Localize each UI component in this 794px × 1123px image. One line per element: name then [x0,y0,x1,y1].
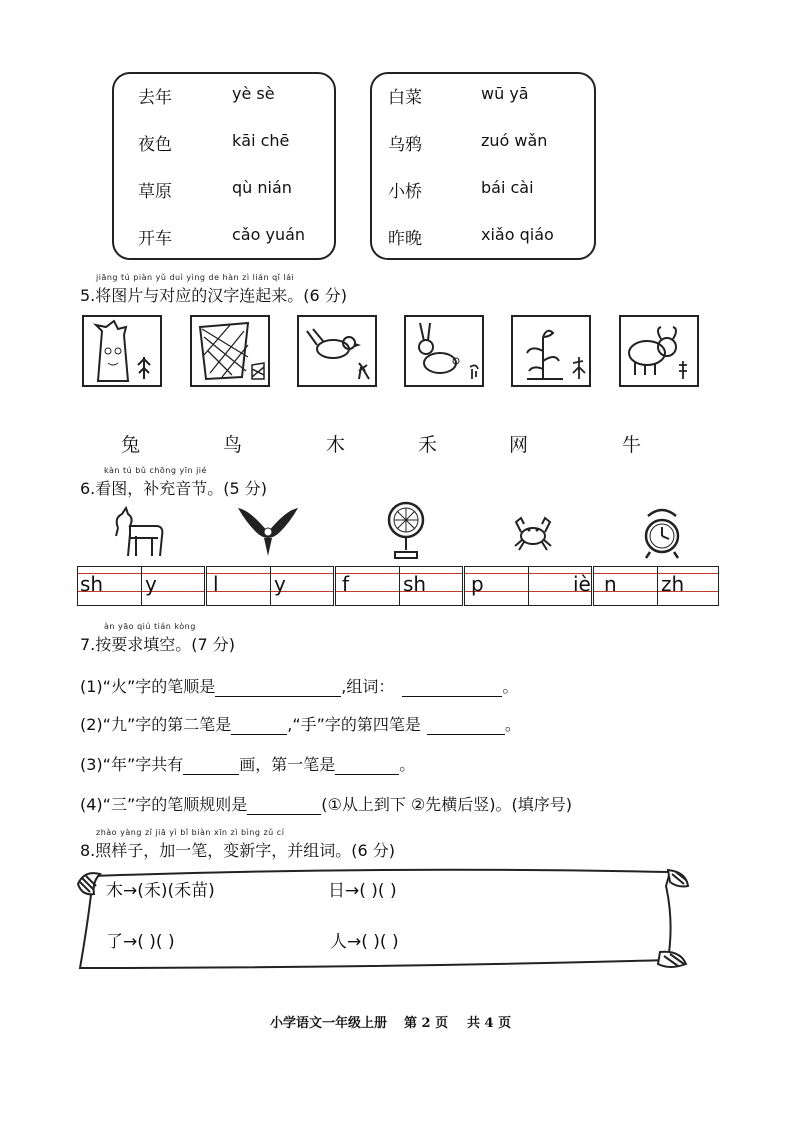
q7-item-1-text-c: 。 [502,677,519,696]
footer-book: 小学语文一年级上册 [270,1016,388,1031]
q7-item-3 [80,752,415,775]
q8-item-le[interactable]: 了→( )( ) [106,932,175,952]
char-1[interactable]: 兔 [121,434,141,456]
left-word-1: 去年 [138,88,172,108]
net-icon [192,317,268,385]
q6-title: 6.看图，补充音节。(5 分) [80,479,268,498]
right-pinyin-2: zuó wǎn [481,131,548,150]
crab-icon [512,512,554,552]
grid-1-left: sh [80,572,104,596]
q8-title: 8.照样子，加一笔，变新字，并组词。(6 分) [80,841,396,860]
picture-net[interactable] [190,315,270,387]
q7-pinyin: àn yāo qiú tián kòng [104,622,196,631]
right-word-1: 白菜 [388,88,422,108]
footer-page: 第 2 页 [404,1016,449,1031]
grain-icon [513,317,589,385]
left-pinyin-4: cǎo yuán [232,225,306,244]
tree-icon [84,317,160,385]
left-pinyin-3: qù nián [232,178,292,197]
right-pinyin-1: wū yā [481,84,529,103]
answer-blank-2b[interactable] [427,716,505,735]
right-word-3: 小桥 [388,182,422,202]
q7-item-4-text-b: (①从上到下 ②先横后竖)。(填序号) [321,795,572,814]
q5-pinyin: jiāng tú piàn yǔ duì yìng de hàn zì lián qǐ lái [96,273,295,282]
char-5[interactable]: 网 [509,434,529,456]
char-2[interactable]: 鸟 [223,434,243,456]
picture-tree[interactable] [82,315,162,387]
q6-pinyin: kàn tú bǔ chōng yīn jié [104,466,207,475]
q7-item-3-text-a: (3)“年”字共有 [80,755,184,774]
grid-4-left: p [471,572,484,596]
q7-item-2-text-a: (2)“九”字的第二笔是 [80,715,232,734]
picture-ox[interactable] [619,315,699,387]
q8-pinyin: zhào yàng zǐ jiā yì bǐ biàn xīn zì bìng zǔ cí [96,828,285,837]
grid-1-right: y [145,572,157,596]
q5-title: 5.将图片与对应的汉字连起来。(6 分) [80,286,348,305]
q7-item-2-text-c: 。 [504,715,521,734]
syllable-grid-1[interactable] [77,566,205,606]
picture-bird[interactable] [297,315,377,387]
answer-blank-2a[interactable] [231,716,287,735]
char-4[interactable]: 禾 [418,434,438,456]
grid-2-left: l [213,572,219,596]
answer-blank-3b[interactable] [335,756,399,775]
q7-item-4 [80,792,572,815]
eagle-icon [236,502,300,558]
char-6[interactable]: 牛 [622,434,642,456]
q7-item-1-text-a: (1)“火”字的笔顺是 [80,677,216,696]
right-pinyin-4: xiǎo qiáo [481,225,554,244]
bird-icon [299,317,375,385]
q7-item-4-text-a: (4)“三”字的笔顺规则是 [80,795,248,814]
syllable-grid-3[interactable] [335,566,463,606]
q7-item-1 [80,674,518,697]
left-word-3: 草原 [138,182,172,202]
q7-title: 7.按要求填空。(7 分) [80,635,236,654]
footer-total: 共 4 页 [467,1016,512,1031]
left-word-2: 夜色 [138,135,172,155]
q7-item-1-text-b: ,组词： [341,677,395,696]
grid-2-right: y [274,572,286,596]
picture-rabbit[interactable] [404,315,484,387]
left-word-4: 开车 [138,229,172,249]
grid-3-left: f [342,572,350,596]
ox-icon [621,317,697,385]
q7-item-3-text-b: 画，第一笔是 [239,755,336,774]
q8-item-ren[interactable]: 人→( )( ) [330,932,399,952]
left-pinyin-2: kāi chē [232,131,290,150]
q8-example: 木→(禾)(禾苗) [106,881,215,901]
grid-5-left: n [604,572,617,596]
goat-icon [108,504,168,560]
right-pinyin-3: bái cài [481,178,534,197]
answer-blank-4[interactable] [247,796,321,815]
grid-3-right: sh [403,572,427,596]
answer-blank-1a[interactable] [215,678,341,697]
picture-grain[interactable] [511,315,591,387]
left-pinyin-1: yè sè [232,84,275,103]
q7-item-2-text-b: ,“手”字的第四笔是 [287,715,421,734]
char-3[interactable]: 木 [326,434,346,456]
q8-item-ri[interactable]: 日→( )( ) [328,881,397,901]
answer-blank-3a[interactable] [183,756,239,775]
grid-5-right: zh [661,572,685,596]
syllable-grid-2[interactable] [206,566,334,606]
right-word-2: 乌鸦 [388,135,422,155]
q7-item-3-text-c: 。 [399,755,416,774]
syllable-grid-5[interactable] [593,566,719,606]
grid-4-right: iè [573,572,591,596]
q7-item-2 [80,712,521,735]
rabbit-icon [406,317,482,385]
syllable-grid-4[interactable] [464,566,592,606]
right-word-4: 昨晚 [388,229,422,249]
fan-icon [383,500,429,560]
alarm-clock-icon [642,506,682,560]
answer-blank-1b[interactable] [402,678,502,697]
